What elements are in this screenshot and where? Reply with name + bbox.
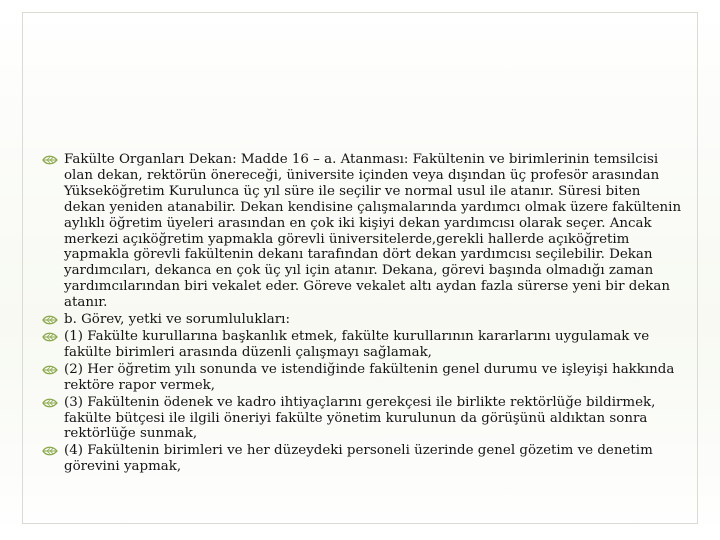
leaf-bullet-icon: [42, 315, 58, 325]
bullet-item-3: [42, 395, 682, 443]
leaf-bullet-icon: [42, 155, 58, 165]
bullet-text: (1) Fakülte kurullarına başkanlık etmek, fakülte kurullarının kararlarını uygulamak ve fakülte birimleri arasında düzenli çalışmayı sağlamak,: [64, 328, 650, 360]
bullet-text: Fakülte Organları Dekan: Madde 16 – a. Atanması: Fakültenin ve birimlerinin temsilcisi olan dekan, rektörün önereceği, üniversite içinden veya dışından üç profesör arasından Yükseköğretim Kurulunca üç yıl süre ile seçilir ve normal usul ile atanır. Süresi biten dekan yeniden atanabilir. Dekan kendisine çalışmalarında yardımcı olmak üzere fakültenin aylıklı öğretim üyeleri arasından en çok iki kişiyi dekan yardımcısı olarak seçer. Ancak merkezi açıköğretim yapmakla görevli üniversitelerde,gerekli hallerde açıköğretim yapmakla görevli fakültenin dekanı tarafından dört dekan yardımcısı seçilebilir. Dekan yardımcıları, dekanca en çok üç yıl için atanır. Dekana, görevi başında olmadığı zaman yardımcılarından biri vekalet eder. Göreve vekalet altı aydan fazla sürerse yeni bir dekan atanır.: [64, 152, 682, 311]
leaf-bullet-icon: [42, 365, 58, 375]
leaf-bullet-icon: [42, 332, 58, 342]
leaf-bullet-icon: [42, 446, 58, 456]
bullet-item-2: [42, 362, 682, 394]
leaf-bullet-icon: [42, 398, 58, 408]
bullet-item-4: [42, 443, 682, 475]
bullet-text: (4) Fakültenin birimleri ve her düzeydeki personeli üzerinde genel gözetim ve denetim görevini yapmak,: [64, 443, 653, 475]
bullet-text: (3) Fakültenin ödenek ve kadro ihtiyaçlarını gerekçesi ile birlikte rektörlüğe bildirmek, fakülte bütçesi ile ilgili öneriyi fakülte yönetim kurulunun da görüşünü aldıktan sonra rektörlüğe sunmak,: [64, 394, 656, 442]
bullet-list: [42, 152, 682, 476]
bullet-item-1: [42, 329, 682, 361]
bullet-item-gorev: [42, 312, 682, 328]
bullet-text: b. Görev, yetki ve sorumlulukları:: [64, 312, 290, 328]
bullet-text: (2) Her öğretim yılı sonunda ve istendiğinde fakültenin genel durumu ve işleyişi hakkında rektöre rapor vermek,: [64, 361, 675, 393]
bullet-item-dekan: [42, 152, 682, 311]
